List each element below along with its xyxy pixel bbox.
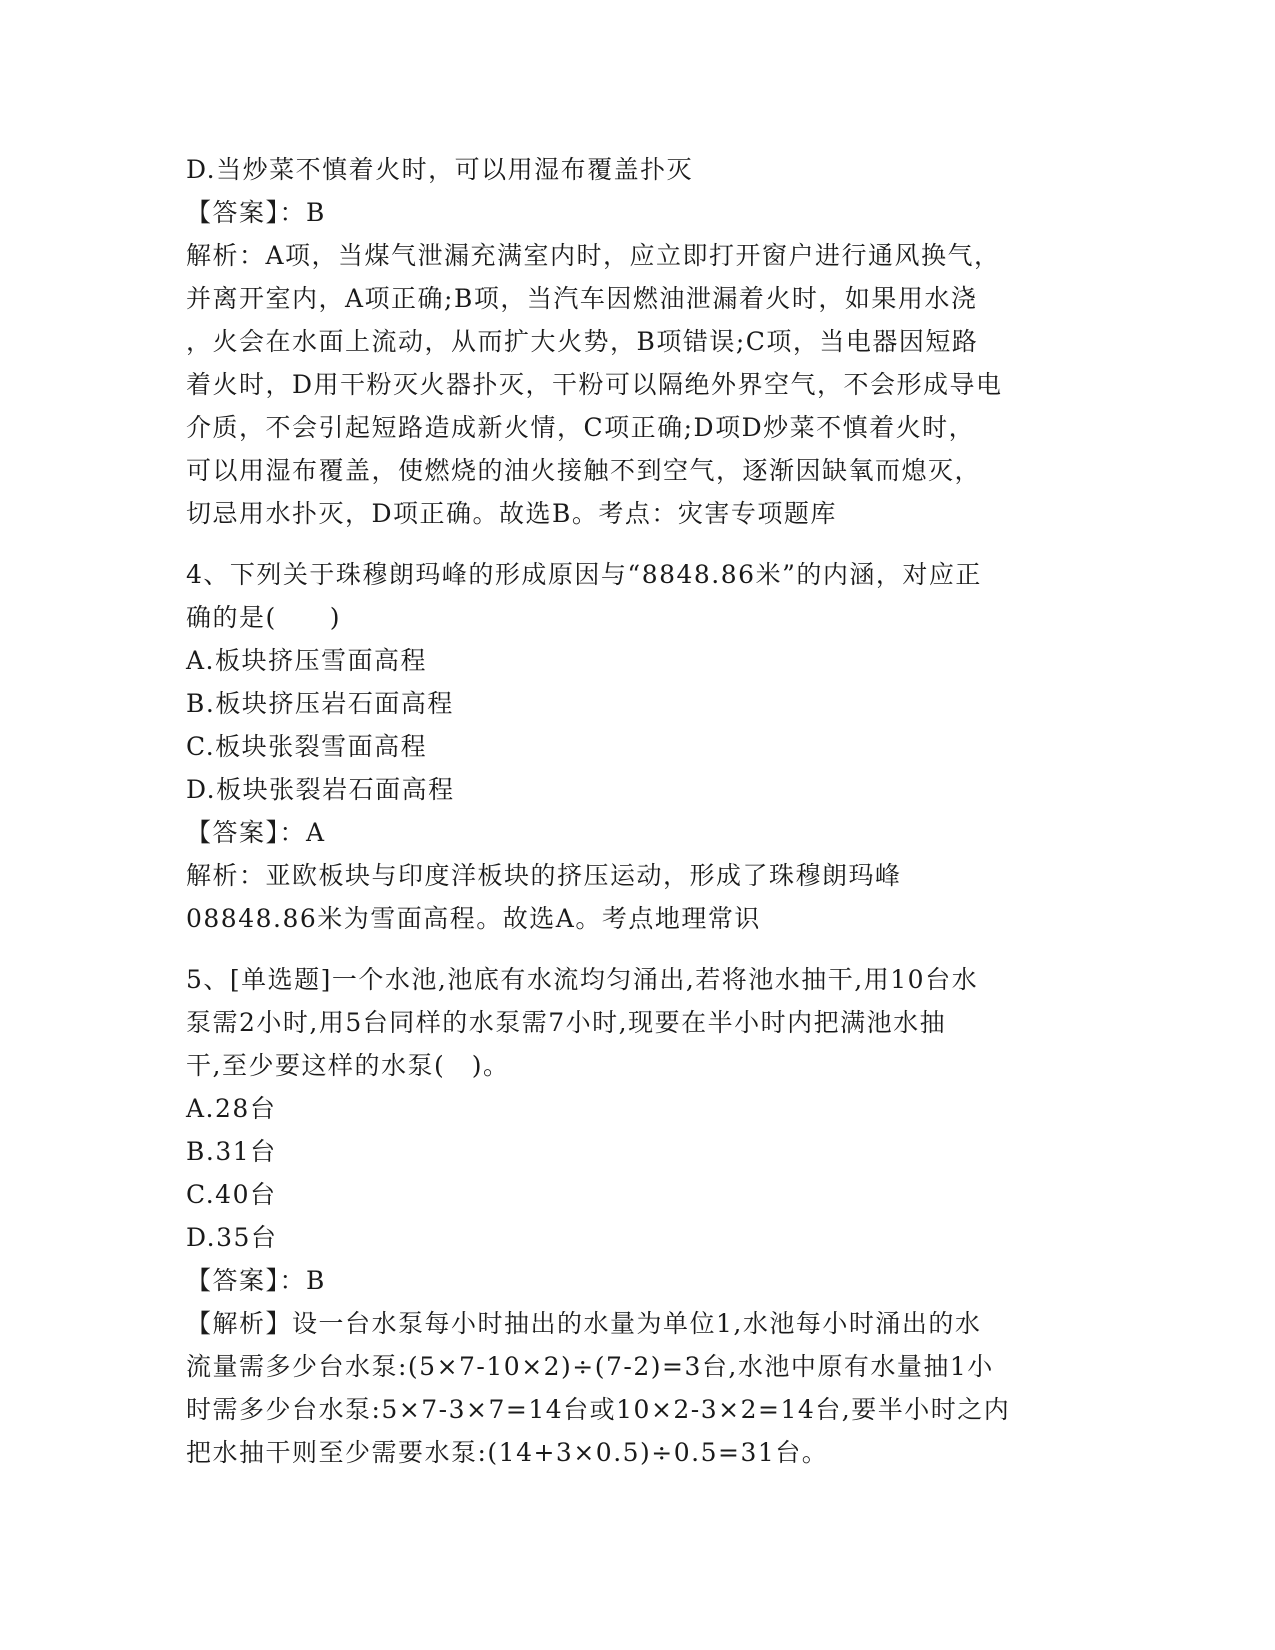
q4-option-d: D.板块张裂岩石面高程 (186, 775, 455, 804)
q5-option-a: A.28台 (186, 1094, 277, 1123)
question-5 (186, 958, 1086, 1474)
q5-analysis-line: 【解析】设一台水泵每小时抽出的水量为单位1,水池每小时涌出的水 (186, 1309, 982, 1338)
question-3-tail (186, 148, 1086, 535)
q3-analysis-line: 可以用湿布覆盖，使燃烧的油火接触不到空气，逐渐因缺氧而熄灭， (186, 456, 982, 485)
q3-analysis-line: 切忌用水扑灭，D项正确。故选B。考点：灾害专项题库 (186, 499, 837, 528)
q4-option-c: C.板块张裂雪面高程 (186, 732, 428, 761)
q5-stem-line: 干,至少要这样的水泵( )。 (186, 1051, 510, 1080)
q3-answer: 【答案】：B (186, 198, 326, 227)
q3-analysis-line: 解析：A项，当煤气泄漏充满室内时，应立即打开窗户进行通风换气， (186, 241, 1001, 270)
q5-analysis-line: 时需多少台水泵:5×7-3×7=14台或10×2-3×2=14台,要半小时之内 (186, 1395, 1011, 1424)
q5-analysis-line: 流量需多少台水泵:(5×7-10×2)÷(7-2)=3台,水池中原有水量抽1小 (186, 1352, 994, 1381)
q4-analysis-line: 08848.86米为雪面高程。故选A。考点地理常识 (186, 904, 761, 933)
q3-analysis-line: 并离开室内，A项正确;B项，当汽车因燃油泄漏着火时，如果用水浇 (186, 284, 978, 313)
q4-stem-line: 4、下列关于珠穆朗玛峰的形成原因与“8848.86米”的内涵，对应正 (186, 560, 982, 589)
q5-stem-line: 泵需2小时,用5台同样的水泵需7小时,现要在半小时内把满池水抽 (186, 1008, 947, 1037)
spacer (186, 940, 1086, 958)
q4-option-b: B.板块挤压岩石面高程 (186, 689, 454, 718)
q4-stem-line: 确的是( ) (186, 603, 342, 632)
q3-analysis-line: 介质，不会引起短路造成新火情，C项正确;D项D炒菜不慎着火时， (186, 413, 976, 442)
q4-analysis-line: 解析：亚欧板块与印度洋板块的挤压运动，形成了珠穆朗玛峰 (186, 861, 902, 890)
q4-option-a: A.板块挤压雪面高程 (186, 646, 428, 675)
q5-option-b: B.31台 (186, 1137, 277, 1166)
q5-answer: 【答案】：B (186, 1266, 326, 1295)
question-4 (186, 553, 1086, 940)
q5-analysis-line: 把水抽干则至少需要水泵:(14+3×0.5)÷0.5=31台。 (186, 1438, 829, 1467)
q3-analysis-line: 着火时，D用干粉灭火器扑灭，干粉可以隔绝外界空气，不会形成导电 (186, 370, 1003, 399)
q5-option-d: D.35台 (186, 1223, 278, 1252)
spacer (186, 535, 1086, 553)
q5-option-c: C.40台 (186, 1180, 277, 1209)
q3-analysis-line: ，火会在水面上流动，从而扩大火势，B项错误;C项，当电器因短路 (186, 327, 979, 356)
q4-answer: 【答案】：A (186, 818, 326, 847)
document-page (186, 148, 1086, 1474)
q3-option-d: D.当炒菜不慎着火时，可以用湿布覆盖扑灭 (186, 155, 694, 184)
q5-stem-line: 5、[单选题]一个水池,池底有水流均匀涌出,若将池水抽干,用10台水 (186, 965, 979, 994)
